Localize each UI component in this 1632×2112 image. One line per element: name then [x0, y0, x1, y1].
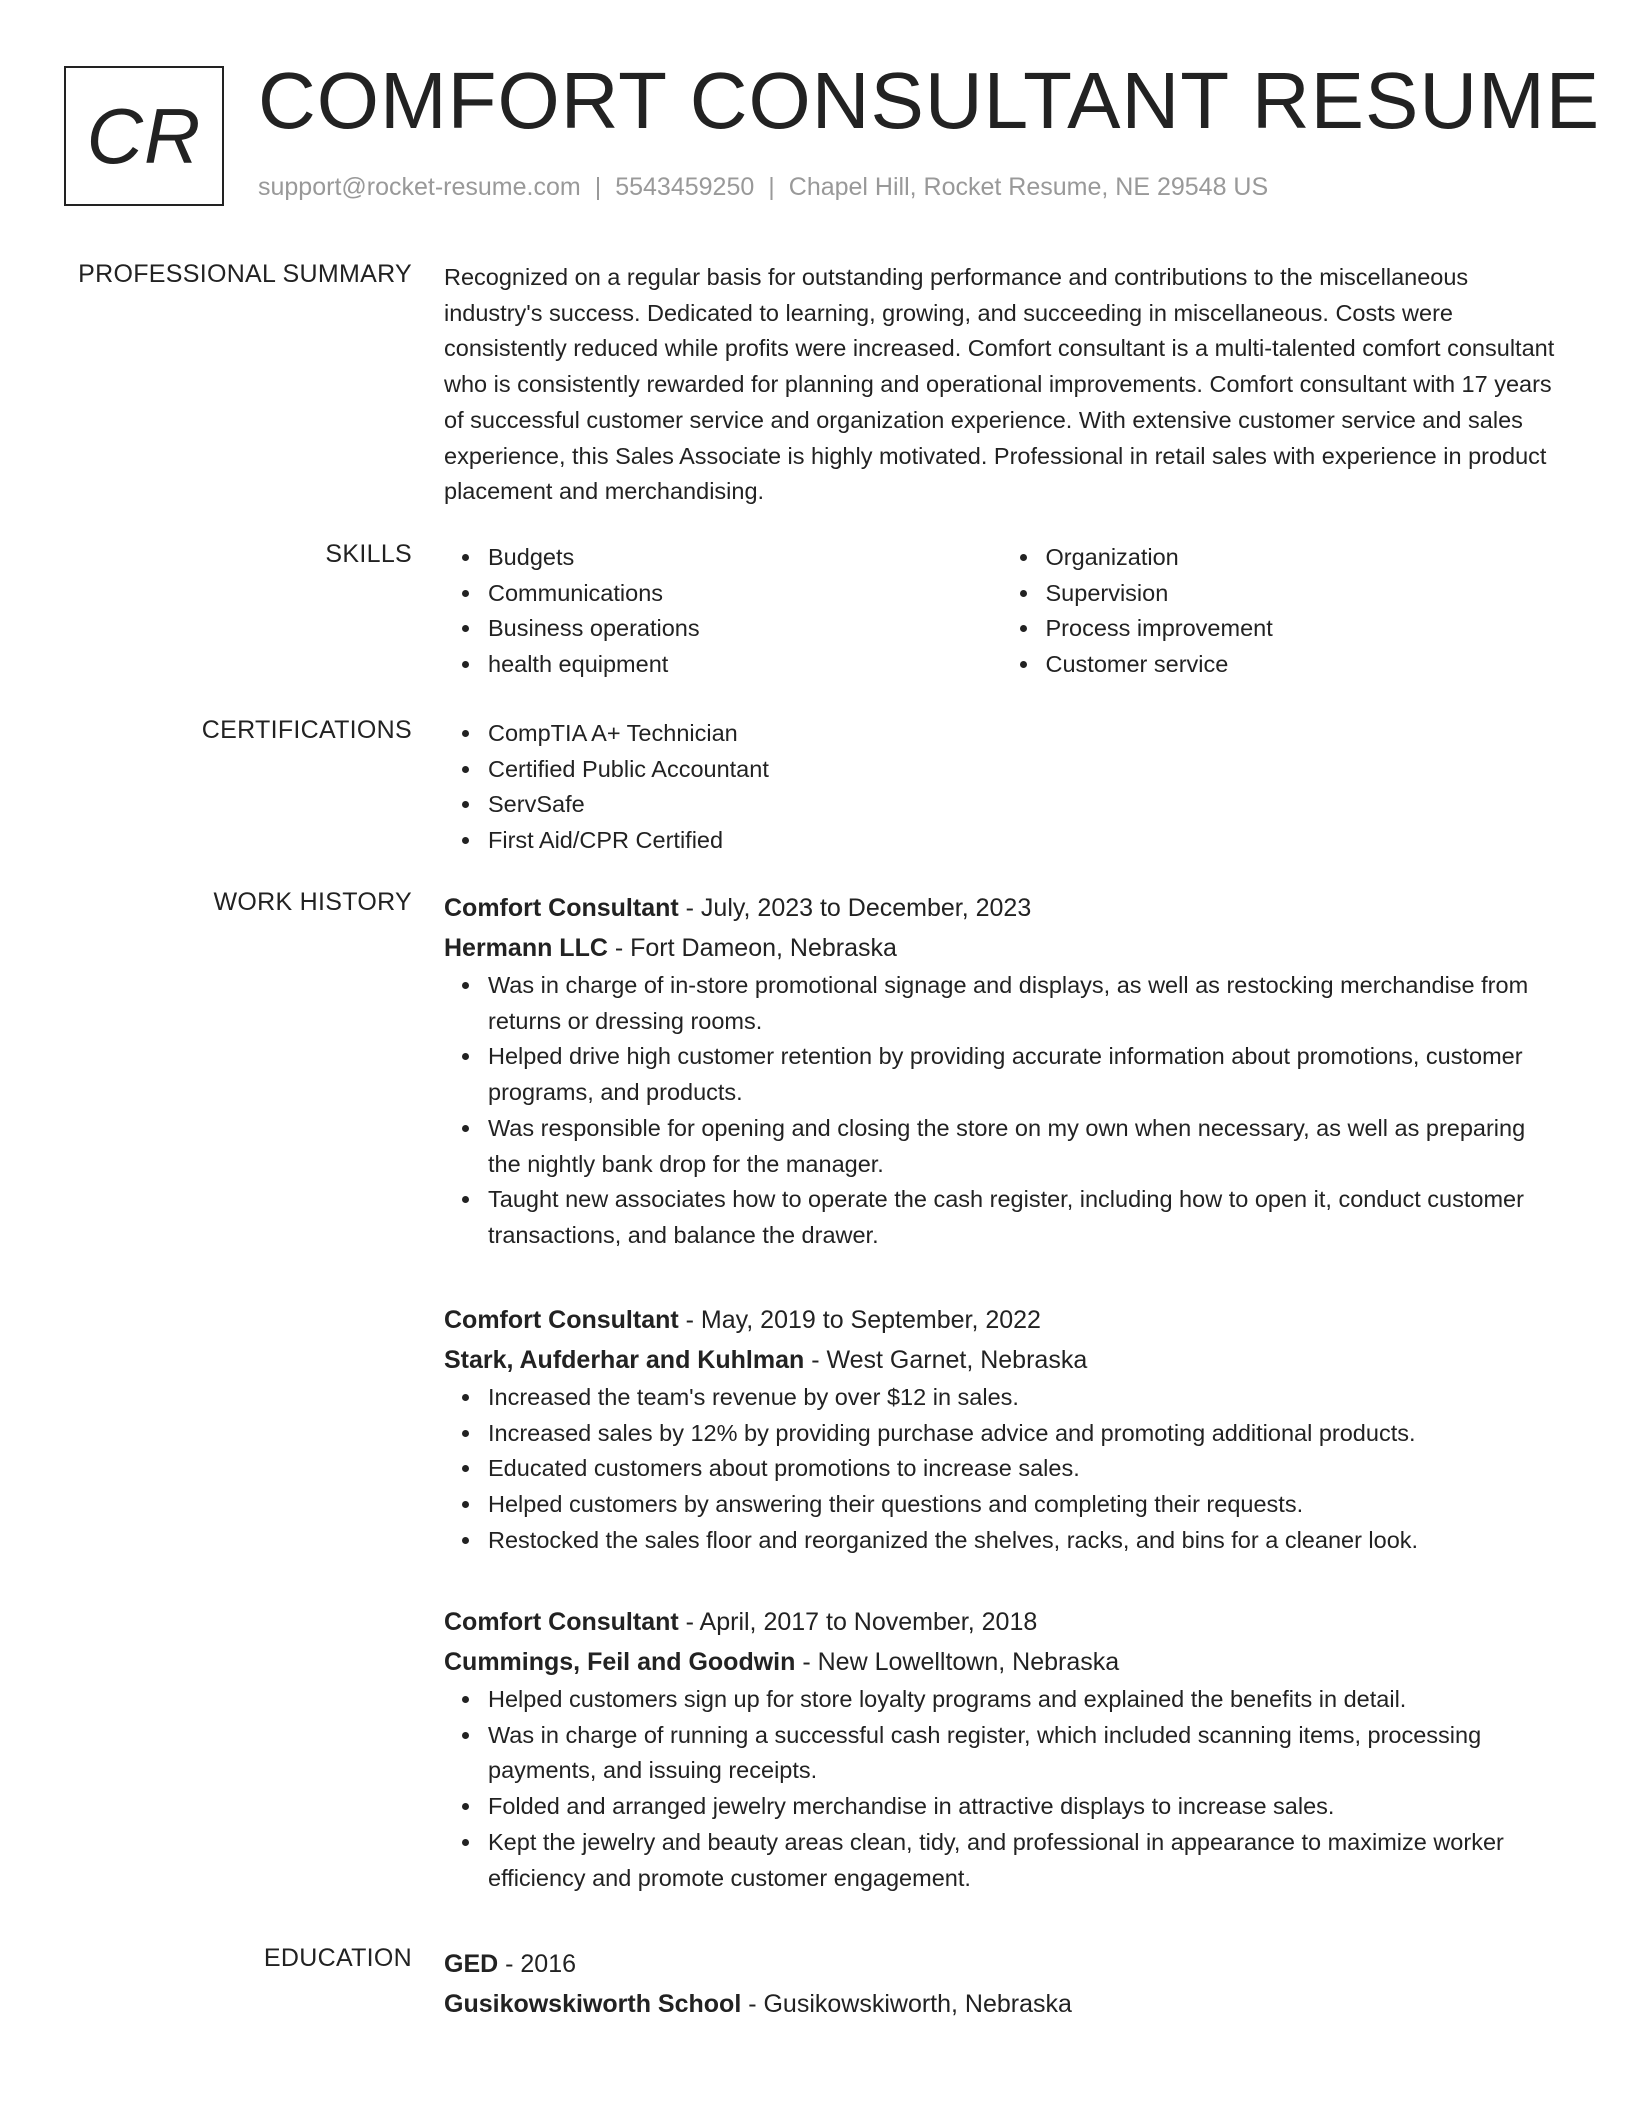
job-dates: - July, 2023 to December, 2023: [678, 894, 1032, 922]
education-location: - Gusikowskiworth, Nebraska: [741, 1990, 1072, 2018]
education-degree-line: [444, 1944, 1559, 1984]
job-company-line: [444, 1642, 1559, 1682]
education-school-line: [444, 1984, 1559, 2024]
contact-email[interactable]: support@rocket-resume.com: [258, 173, 581, 201]
job-title-line: [444, 1300, 1559, 1340]
job-bullet: Educated customers about promotions to increase sales.: [488, 1451, 1559, 1487]
skill-item: Process improvement: [1046, 611, 1560, 647]
education-year: - 2016: [498, 1950, 577, 1978]
job-location: - West Garnet, Nebraska: [804, 1346, 1088, 1374]
section-label-summary: PROFESSIONAL SUMMARY: [78, 260, 412, 288]
section-label-education: EDUCATION: [263, 1944, 412, 1972]
job-company-line: [444, 928, 1559, 968]
job-bullet: Taught new associates how to operate the cash register, including how to open it, conduct customer transactions, and balance the drawer.: [488, 1182, 1559, 1253]
job-bullet: Was in charge of in-store promotional signage and displays, as well as restocking merchandise from returns or dressing rooms.: [488, 968, 1559, 1039]
section-label-skills: SKILLS: [325, 540, 412, 568]
job-company: Cummings, Feil and Goodwin: [444, 1648, 796, 1676]
job-title: Comfort Consultant: [444, 894, 679, 922]
job-entry: [444, 1300, 1559, 1559]
skill-item: Supervision: [1046, 576, 1560, 612]
contact-separator: |: [768, 173, 775, 201]
job-bullet: Helped drive high customer retention by providing accurate information about promotions, customer programs, and products.: [488, 1039, 1559, 1110]
certification-item: Certified Public Accountant: [488, 752, 1559, 788]
summary-text: Recognized on a regular basis for outstanding performance and contributions to the miscellaneous industry's success. Dedicated to learning, growing, and succeeding in miscellaneous. Costs were consistently reduced while profits were increased. Comfort consultant is a multi-talented comfort consultant who is consistently rewarded for planning and operational improvements. Comfort consultant with 17 years of successful customer service and organization experience. With extensive customer service and sales experience, this Sales Associate is highly motivated. Professional in retail sales with experience in product placement and merchandising.: [444, 264, 1555, 505]
job-title-line: [444, 888, 1559, 928]
job-dates: - April, 2017 to November, 2018: [678, 1608, 1038, 1636]
job-company-line: [444, 1340, 1559, 1380]
skill-item: Organization: [1046, 540, 1560, 576]
job-dates: - May, 2019 to September, 2022: [678, 1306, 1041, 1334]
job-location: - New Lowelltown, Nebraska: [795, 1648, 1120, 1676]
skills-body: [444, 540, 1559, 683]
certification-item: ServSafe: [488, 787, 1559, 823]
certification-item: First Aid/CPR Certified: [488, 823, 1559, 859]
job-bullet: Helped customers sign up for store loyalty programs and explained the benefits in detail.: [488, 1682, 1559, 1718]
job-company: Hermann LLC: [444, 934, 608, 962]
job-company: Stark, Aufderhar and Kuhlman: [444, 1346, 805, 1374]
job-bullet: Folded and arranged jewelry merchandise in attractive displays to increase sales.: [488, 1789, 1559, 1825]
skill-item: health equipment: [488, 647, 1002, 683]
skill-item: Communications: [488, 576, 1002, 612]
contact-separator: |: [594, 173, 602, 201]
job-bullet: Kept the jewelry and beauty areas clean, tidy, and professional in appearance to maximize worker efficiency and promote customer engagement.: [488, 1825, 1559, 1896]
job-bullet: Increased the team's revenue by over $12 in sales.: [488, 1380, 1559, 1416]
job-location: - Fort Dameon, Nebraska: [607, 934, 897, 962]
monogram-logo: CR: [64, 66, 224, 206]
job-entry: [444, 888, 1559, 1254]
job-bullets: [444, 1380, 1559, 1559]
section-label-certifications: CERTIFICATIONS: [201, 716, 412, 744]
job-title: Comfort Consultant: [444, 1608, 679, 1636]
job-bullet: Was responsible for opening and closing the store on my own when necessary, as well as preparing the nightly bank drop for the manager.: [488, 1111, 1559, 1182]
job-bullets: [444, 968, 1559, 1254]
section-label-work-history: WORK HISTORY: [213, 888, 412, 916]
summary-body: [444, 260, 1559, 510]
skills-list-right: [1002, 540, 1560, 683]
certification-item: CompTIA A+ Technician: [488, 716, 1559, 752]
education-body: [444, 1944, 1559, 2024]
skill-item: Customer service: [1046, 647, 1560, 683]
job-entry: [444, 1602, 1559, 1896]
job-bullets: [444, 1682, 1559, 1896]
job-bullet: Increased sales by 12% by providing purchase advice and promoting additional products.: [488, 1416, 1559, 1452]
job-bullet: Restocked the sales floor and reorganized the shelves, racks, and bins for a cleaner look.: [488, 1523, 1559, 1559]
job-title-line: [444, 1602, 1559, 1642]
job-bullet: Helped customers by answering their questions and completing their requests.: [488, 1487, 1559, 1523]
education-school: Gusikowskiworth School: [444, 1990, 742, 2018]
job-title: Comfort Consultant: [444, 1306, 679, 1334]
certifications-body: [444, 716, 1559, 859]
resume-title: COMFORT CONSULTANT RESUME: [258, 56, 1601, 145]
skill-item: Budgets: [488, 540, 1002, 576]
certifications-list: [444, 716, 1559, 859]
contact-address: Chapel Hill, Rocket Resume, NE 29548 US: [788, 173, 1269, 201]
skills-list-left: [444, 540, 1002, 683]
job-bullet: Was in charge of running a successful cash register, which included scanning items, processing payments, and issuing receipts.: [488, 1718, 1559, 1789]
education-degree: GED: [444, 1950, 499, 1978]
contact-phone[interactable]: 5543459250: [615, 173, 755, 201]
contact-line: [258, 173, 1268, 202]
skill-item: Business operations: [488, 611, 1002, 647]
